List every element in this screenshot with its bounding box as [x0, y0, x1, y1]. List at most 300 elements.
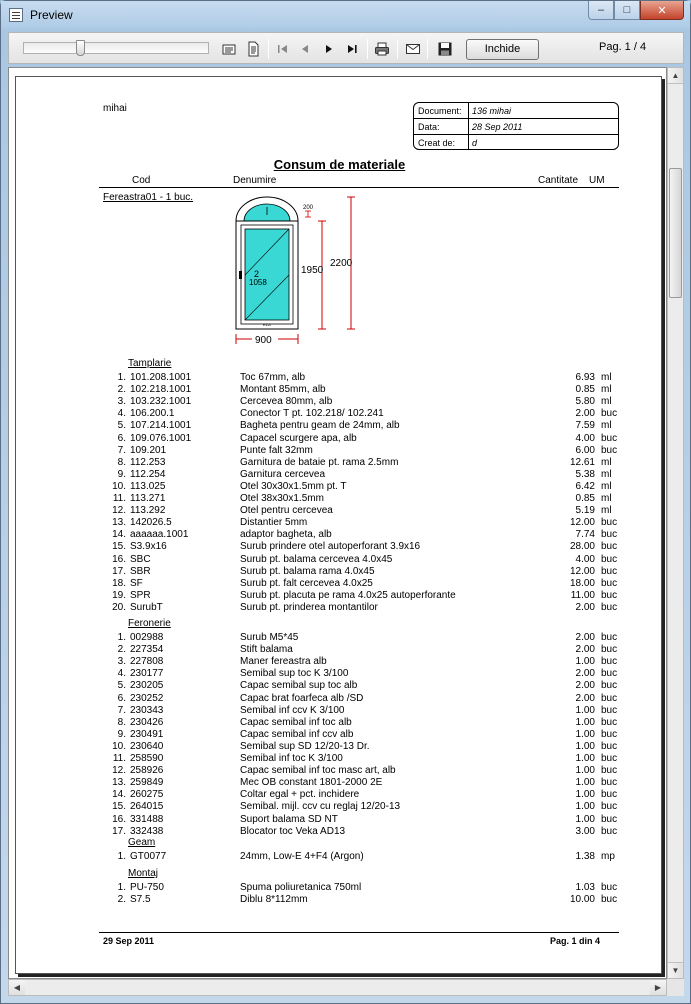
material-row [106, 529, 616, 541]
material-row [106, 396, 616, 408]
material-name: Semibal sup SD 12/20-13 Dr. [240, 740, 370, 752]
window-title: Preview [30, 8, 73, 22]
material-quantity: 1.03 [575, 882, 595, 893]
material-unit: buc [601, 565, 618, 577]
material-quantity: 1.00 [575, 789, 595, 801]
material-code: 112.253 [130, 456, 166, 468]
material-quantity: 0.85 [575, 384, 595, 396]
material-code: 264015 [130, 801, 164, 813]
scrollbar-corner [667, 979, 684, 996]
material-code: 109.076.1001 [130, 432, 192, 444]
material-code: 227354 [130, 644, 164, 656]
width-label: 900 [255, 335, 272, 346]
material-unit: buc [601, 632, 618, 643]
row-index: 8. [117, 456, 126, 468]
material-quantity: 7.59 [575, 420, 595, 432]
material-code: 259849 [130, 777, 164, 789]
material-row [106, 644, 616, 656]
material-code: 113.271 [130, 493, 166, 504]
material-row [106, 408, 616, 420]
page-indicator: Pag. 1 / 4 [599, 41, 647, 53]
material-unit: buc [601, 541, 618, 553]
toolbar-separator [367, 39, 368, 59]
row-index: 1. [117, 882, 126, 893]
row-index: 10. [112, 480, 126, 492]
material-unit: mp [601, 851, 615, 862]
scroll-up-icon[interactable]: ▲ [668, 68, 683, 84]
material-row [106, 590, 616, 602]
material-row [106, 372, 616, 384]
material-name: Surub M5*45 [240, 632, 299, 643]
material-quantity: 11.00 [570, 589, 595, 601]
material-name: Capacel scurgere apa, alb [240, 432, 357, 444]
material-code: 230491 [130, 728, 164, 740]
report-page [15, 76, 662, 974]
row-index: 17. [112, 825, 126, 837]
inner-height-label: 1950 [301, 265, 324, 276]
material-unit: ml [601, 372, 612, 383]
material-row [106, 882, 616, 894]
material-quantity: 1.00 [575, 801, 595, 813]
material-row [106, 705, 616, 717]
material-code: 332438 [130, 825, 164, 837]
caption-buttons [588, 1, 684, 21]
material-unit: buc [601, 777, 618, 789]
material-name: Capac semibal sup toc alb [240, 680, 358, 692]
column-header-cod: Cod [132, 175, 151, 186]
row-index: 12. [112, 765, 126, 777]
material-unit: ml [601, 420, 612, 432]
material-code: 101.208.1001 [130, 372, 192, 383]
material-code: 107.214.1001 [130, 420, 192, 432]
row-index: 1. [117, 851, 126, 862]
material-code: 230252 [130, 692, 164, 704]
material-name: adaptor bagheta, alb [240, 529, 332, 541]
material-name: Surub pt. placuta pe rama 4.0x25 autoperforante [240, 589, 456, 601]
material-name: Capac semibal inf toc masc art, alb [240, 765, 396, 777]
material-code: 260275 [130, 789, 164, 801]
material-code: 106.200.1 [130, 408, 175, 420]
row-index: 2. [117, 384, 126, 396]
material-unit: buc [601, 882, 618, 893]
material-unit: ml [601, 456, 612, 468]
material-code: PU-750 [130, 882, 164, 893]
zoom-slider[interactable] [23, 42, 209, 54]
material-row [106, 469, 616, 481]
document-info-box [413, 102, 619, 150]
material-unit: buc [601, 753, 618, 764]
material-unit: buc [601, 789, 618, 801]
doc-field-value: d [472, 138, 478, 148]
material-unit: buc [601, 656, 618, 668]
section-title: Montaj [128, 868, 159, 879]
material-code: 102.218.1001 [130, 384, 192, 396]
zoom-slider-thumb[interactable] [76, 40, 85, 56]
sash-size-label: 1058 [249, 278, 267, 287]
material-unit: ml [601, 480, 612, 492]
toolbar-separator [397, 39, 398, 59]
material-name: Semibal inf ccv K 3/100 [240, 704, 345, 716]
top-dimension-label: 200 [303, 205, 314, 211]
footer-date: 29 Sep 2011 [103, 936, 155, 946]
doc-field-label: Document: [418, 106, 462, 116]
material-name: Surub pt. falt cercevea 4.0x25 [240, 577, 373, 589]
material-quantity: 1.00 [575, 740, 595, 752]
material-name: Surub pt. prinderea montantilor [240, 601, 378, 613]
maximize-button[interactable]: □ [614, 1, 640, 20]
row-index: 10. [112, 740, 126, 752]
material-row [106, 445, 616, 457]
material-quantity: 10.00 [569, 894, 595, 906]
row-index: 13. [112, 517, 126, 529]
material-quantity: 2.00 [575, 632, 595, 643]
row-index: 5. [117, 680, 126, 692]
material-row [106, 753, 616, 765]
material-name: Surub prindere otel autoperforant 3.9x16 [240, 541, 421, 553]
material-code: SPR [130, 589, 151, 601]
material-unit: buc [601, 801, 618, 813]
material-unit: buc [601, 894, 618, 906]
material-quantity: 6.00 [575, 444, 595, 456]
row-index: 2. [117, 894, 126, 906]
material-unit: buc [601, 813, 618, 825]
material-quantity: 5.19 [575, 505, 595, 517]
row-index: 6. [117, 692, 126, 704]
material-row [106, 789, 616, 801]
material-row [106, 814, 616, 826]
row-index: 16. [112, 813, 126, 825]
material-name: Capac semibal inf ccv alb [240, 728, 354, 740]
material-quantity: 12.61 [569, 456, 595, 468]
material-name: Coltar egal + pct. inchidere [240, 789, 360, 801]
toolbar [8, 32, 684, 64]
material-name: Toc 67mm, alb [240, 372, 306, 383]
material-code: S3.9x16 [130, 541, 167, 553]
material-code: 258590 [130, 753, 164, 764]
material-code: SBC [130, 553, 151, 565]
window-drawing [226, 189, 366, 347]
material-unit: buc [601, 517, 618, 529]
material-row [106, 433, 616, 445]
material-quantity: 1.38 [575, 851, 595, 862]
material-unit: ml [601, 468, 612, 480]
material-quantity: 12.00 [569, 517, 595, 529]
row-index: 18. [112, 577, 126, 589]
material-name: Otel 38x30x1.5mm [240, 493, 324, 504]
row-index: 3. [117, 396, 126, 408]
material-row [106, 541, 616, 553]
vertical-scrollbar[interactable] [667, 67, 684, 979]
doc-field-value: 136 mihai [472, 106, 512, 116]
material-quantity: 5.38 [575, 468, 595, 480]
row-index: 9. [117, 728, 126, 740]
footer-page: Pag. 1 din 4 [550, 936, 601, 946]
material-code: SBR [130, 565, 151, 577]
material-quantity: 1.00 [575, 765, 595, 777]
material-quantity: 1.00 [575, 656, 595, 668]
column-header-cantitate: Cantitate [538, 175, 579, 186]
scroll-left-icon[interactable]: ◀ [9, 980, 25, 995]
row-index: 19. [112, 589, 126, 601]
row-index: 16. [112, 553, 126, 565]
material-quantity: 1.00 [575, 728, 595, 740]
material-name: Cercevea 80mm, alb [240, 396, 333, 408]
material-unit: buc [601, 601, 618, 613]
row-index: 11. [112, 753, 126, 764]
scroll-right-icon[interactable]: ▶ [650, 980, 666, 995]
material-unit: ml [601, 493, 612, 504]
material-name: Suport balama SD NT [240, 813, 338, 825]
material-row [106, 656, 616, 668]
material-code: 230343 [130, 704, 164, 716]
header-divider [99, 187, 619, 188]
material-unit: buc [601, 716, 618, 728]
material-row [106, 602, 616, 614]
row-index: 6. [117, 432, 126, 444]
material-quantity: 3.00 [575, 825, 595, 837]
material-row [106, 457, 616, 469]
row-index: 14. [112, 789, 126, 801]
row-index: 8. [117, 716, 126, 728]
material-quantity: 0.85 [575, 493, 595, 504]
horizontal-scrollbar[interactable] [8, 979, 667, 996]
material-code: 109.201 [130, 444, 167, 456]
doc-field-value: 28 Sep 2011 [472, 122, 523, 132]
material-name: Garnitura cercevea [240, 468, 326, 480]
material-code: 113.292 [130, 505, 166, 517]
material-quantity: 28.00 [569, 541, 595, 553]
material-code: aaaaaa.1001 [130, 529, 189, 541]
material-name: Semibal inf toc K 3/100 [240, 753, 343, 764]
material-code: 331488 [130, 813, 164, 825]
material-name: 24mm, Low-E 4+F4 (Argon) [240, 851, 364, 862]
material-unit: ml [601, 396, 612, 408]
material-row [106, 517, 616, 529]
app-icon [9, 8, 23, 22]
print-icon[interactable] [374, 41, 390, 57]
material-row [106, 693, 616, 705]
column-header-um: UM [589, 175, 605, 186]
doc-field-created-by [414, 135, 618, 151]
material-row [106, 632, 616, 644]
doc-field-date [414, 119, 618, 135]
material-unit: buc [601, 432, 618, 444]
report-user: mihai [103, 103, 127, 114]
material-row [106, 578, 616, 590]
material-row [106, 554, 616, 566]
material-name: Distantier 5mm [240, 517, 308, 529]
material-name: Semibal. mijl. ccv cu reglaj 12/20-13 [240, 801, 401, 813]
material-code: SurubT [130, 601, 163, 613]
material-quantity: 6.42 [575, 480, 595, 492]
material-quantity: 1.00 [575, 716, 595, 728]
minimize-button[interactable]: – [588, 1, 614, 20]
material-unit: buc [601, 668, 618, 680]
material-unit: buc [601, 553, 618, 565]
material-name: Montant 85mm, alb [240, 384, 326, 396]
material-code: 230426 [130, 716, 164, 728]
material-row [106, 680, 616, 692]
material-unit: buc [601, 577, 618, 589]
material-name: Capac semibal inf toc alb [240, 716, 352, 728]
material-row [106, 481, 616, 493]
row-index: 2. [117, 644, 126, 656]
previous-page-icon[interactable] [297, 41, 313, 57]
title-bar[interactable] [1, 1, 690, 29]
last-page-icon[interactable] [344, 41, 360, 57]
material-name: Mec OB constant 1801-2000 2E [240, 777, 383, 789]
product-name: Fereastra01 - 1 buc. [103, 192, 194, 203]
material-unit: buc [601, 692, 618, 704]
material-quantity: 1.00 [575, 777, 595, 789]
row-index: 4. [117, 668, 126, 680]
material-row [106, 717, 616, 729]
material-row [106, 741, 616, 753]
whole-page-icon[interactable] [245, 41, 261, 57]
close-window-button[interactable]: ✕ [640, 1, 684, 20]
material-row [106, 826, 616, 838]
row-index: 11. [112, 493, 126, 504]
material-row [106, 420, 616, 432]
material-name: Otel 30x30x1.5mm pt. T [240, 480, 347, 492]
next-page-icon[interactable] [321, 41, 337, 57]
material-row [106, 384, 616, 396]
material-quantity: 4.00 [575, 432, 595, 444]
row-index: 5. [117, 420, 126, 432]
vertical-scroll-thumb[interactable] [669, 168, 682, 298]
material-quantity: 2.00 [575, 408, 595, 420]
row-index: 15. [112, 801, 126, 813]
material-name: Punte falt 32mm [240, 444, 313, 456]
material-name: Bagheta pentru geam de 24mm, alb [240, 420, 400, 432]
row-index: 12. [112, 505, 126, 517]
material-code: 142026.5 [130, 517, 172, 529]
row-index: 7. [117, 704, 126, 716]
material-code: 002988 [130, 632, 164, 643]
material-quantity: 7.74 [575, 529, 595, 541]
material-unit: buc [601, 728, 618, 740]
material-quantity: 18.00 [569, 577, 595, 589]
row-index: 4. [117, 408, 126, 420]
material-row [106, 668, 616, 680]
material-code: 230640 [130, 740, 164, 752]
material-name: Surub pt. balama cercevea 4.0x45 [240, 553, 393, 565]
drawing-bottom-label: EZA [263, 322, 271, 327]
material-row [106, 777, 616, 789]
material-code: 230205 [130, 680, 164, 692]
material-name: Garnitura de bataie pt. rama 2.5mm [240, 456, 399, 468]
sash-number-label: 2 [254, 269, 260, 279]
row-index: 14. [112, 529, 126, 541]
scroll-down-icon[interactable]: ▼ [668, 962, 683, 978]
material-unit: buc [601, 644, 618, 656]
report-title: Consum de materiale [273, 157, 406, 172]
material-quantity: 2.00 [575, 601, 595, 613]
material-code: S7.5 [130, 894, 151, 906]
material-name: Maner fereastra alb [240, 656, 327, 668]
material-row [106, 729, 616, 741]
material-unit: buc [601, 444, 618, 456]
doc-field-label: Data: [418, 122, 440, 132]
material-unit: ml [601, 505, 612, 517]
material-quantity: 2.00 [575, 668, 595, 680]
close-preview-button[interactable]: Inchide [466, 39, 539, 60]
material-code: 230177 [130, 668, 164, 680]
material-quantity: 5.80 [575, 396, 595, 408]
row-index: 9. [117, 468, 126, 480]
material-quantity: 1.00 [575, 813, 595, 825]
footer-divider [99, 932, 619, 933]
material-quantity: 1.00 [575, 753, 595, 764]
toolbar-separator [427, 39, 428, 59]
material-quantity: 2.00 [575, 692, 595, 704]
material-row [106, 765, 616, 777]
material-name: Capac brat foarfeca alb /SD [240, 692, 364, 704]
doc-field-document [414, 103, 618, 119]
material-name: Semibal sup toc K 3/100 [240, 668, 349, 680]
section-title: Tamplarie [128, 358, 172, 369]
page-width-icon[interactable] [221, 41, 237, 57]
material-unit: buc [601, 408, 618, 420]
row-index: 1. [117, 632, 126, 643]
material-quantity: 1.00 [575, 704, 595, 716]
row-index: 15. [112, 541, 126, 553]
first-page-icon[interactable] [275, 41, 291, 57]
material-row [106, 801, 616, 813]
material-code: GT0077 [130, 851, 167, 862]
material-unit: buc [601, 765, 618, 777]
section-title: Feronerie [128, 618, 171, 629]
material-quantity: 6.93 [575, 372, 595, 383]
section-title: Geam [128, 837, 156, 848]
total-height-label: 2200 [330, 258, 353, 269]
row-index: 1. [117, 372, 126, 383]
material-unit: buc [601, 825, 618, 837]
material-name: Spuma poliuretanica 750ml [240, 882, 362, 893]
row-index: 7. [117, 444, 126, 456]
material-row [106, 493, 616, 505]
material-name: Blocator toc Veka AD13 [240, 825, 346, 837]
doc-field-label: Creat de: [418, 138, 456, 148]
material-quantity: 12.00 [569, 565, 595, 577]
row-index: 20. [112, 601, 126, 613]
material-quantity: 4.00 [575, 553, 595, 565]
preview-area[interactable] [8, 67, 667, 979]
material-row [106, 851, 616, 863]
row-index: 3. [117, 656, 126, 668]
save-icon[interactable] [437, 41, 453, 57]
material-unit: buc [601, 589, 618, 601]
material-code: 227808 [130, 656, 164, 668]
material-code: 113.025 [130, 480, 166, 492]
material-quantity: 2.00 [575, 644, 595, 656]
column-header-denumire: Denumire [233, 175, 277, 186]
material-row [106, 505, 616, 517]
material-code: 112.254 [130, 468, 166, 480]
material-row [106, 894, 616, 906]
material-name: Otel pentru cercevea [240, 505, 333, 517]
row-index: 17. [112, 565, 126, 577]
material-unit: buc [601, 680, 618, 692]
row-index: 13. [112, 777, 126, 789]
material-unit: buc [601, 740, 618, 752]
material-name: Diblu 8*112mm [240, 894, 308, 906]
material-row [106, 566, 616, 578]
material-unit: ml [601, 384, 612, 396]
toolbar-separator [268, 39, 269, 59]
material-code: 258926 [130, 765, 164, 777]
email-icon[interactable] [405, 41, 421, 57]
